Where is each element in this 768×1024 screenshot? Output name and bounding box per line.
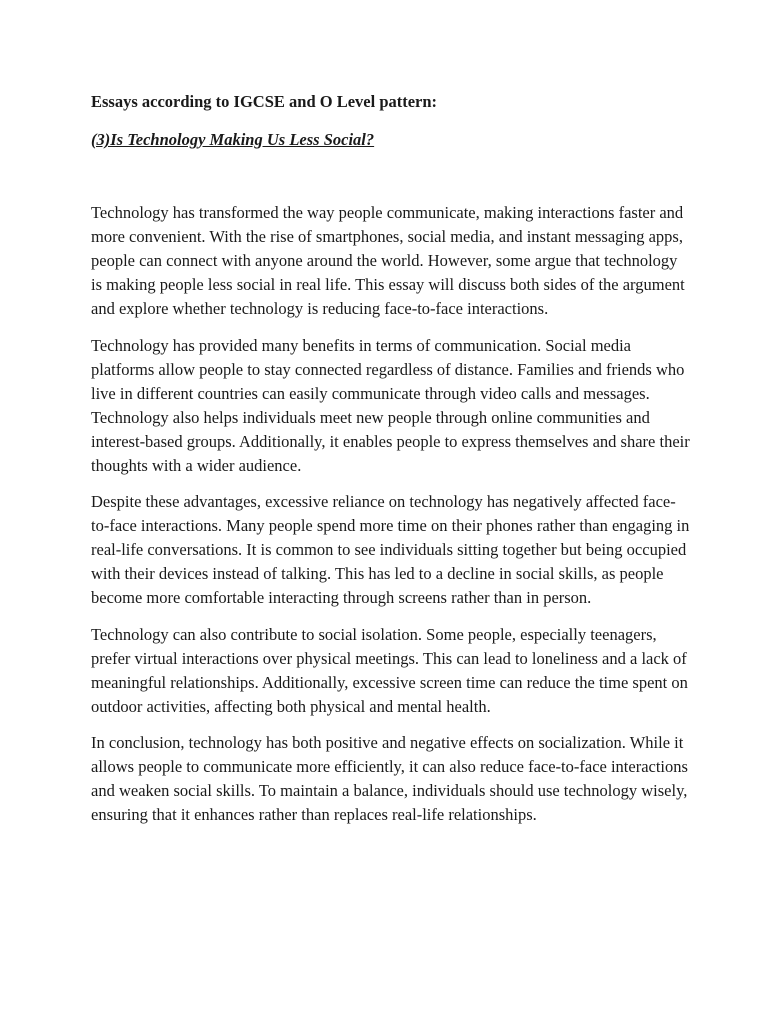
document-heading: Essays according to IGCSE and O Level pattern:	[91, 92, 438, 111]
paragraph-introduction: Technology has transformed the way people communicate, making interactions faster and more convenient. With the rise of smartphones, social media, and instant messaging apps, people can connect with anyone around the world. However, some argue that technology is making people less social in real life. This essay will discuss both sides of the argument and explore whether technology is reducing face-to-face interactions.	[91, 203, 685, 318]
paragraph-conclusion: In conclusion, technology has both positive and negative effects on socialization. While it allows people to communicate more efficiently, it can also reduce face-to-face interactions and weaken social skills. To maintain a balance, individuals should use technology wisely, ensuring that it enhances rather than replaces real-life relationships.	[91, 733, 688, 824]
paragraph-benefits: Technology has provided many benefits in terms of communication. Social media platforms allow people to stay connected regardless of distance. Families and friends who live in different countries can easily communicate through video calls and messages. Technology also helps individuals meet new people through online communities and interest-based groups. Additionally, it enables people to express themselves and share their thoughts with a wider audience.	[91, 335, 690, 475]
paragraph-isolation: Technology can also contribute to social isolation. Some people, especially teenagers, prefer virtual interactions over physical meetings. This can lead to loneliness and a lack of meaningful relationships. Additionally, excessive screen time can reduce the time spent on outdoor activities, affecting both physical and mental health.	[91, 624, 688, 716]
document-page	[91, 90, 691, 840]
essay-title: (3)Is Technology Making Us Less Social?	[91, 130, 375, 149]
paragraph-drawbacks: Despite these advantages, excessive reliance on technology has negatively affected face-to-face interactions. Many people spend more time on their phones rather than engaging in real-life conversations. It is common to see individuals sitting together but being occupied with their devices instead of talking. This has led to a decline in social skills, as people become more comfortable interacting through screens rather than in person.	[91, 492, 690, 607]
